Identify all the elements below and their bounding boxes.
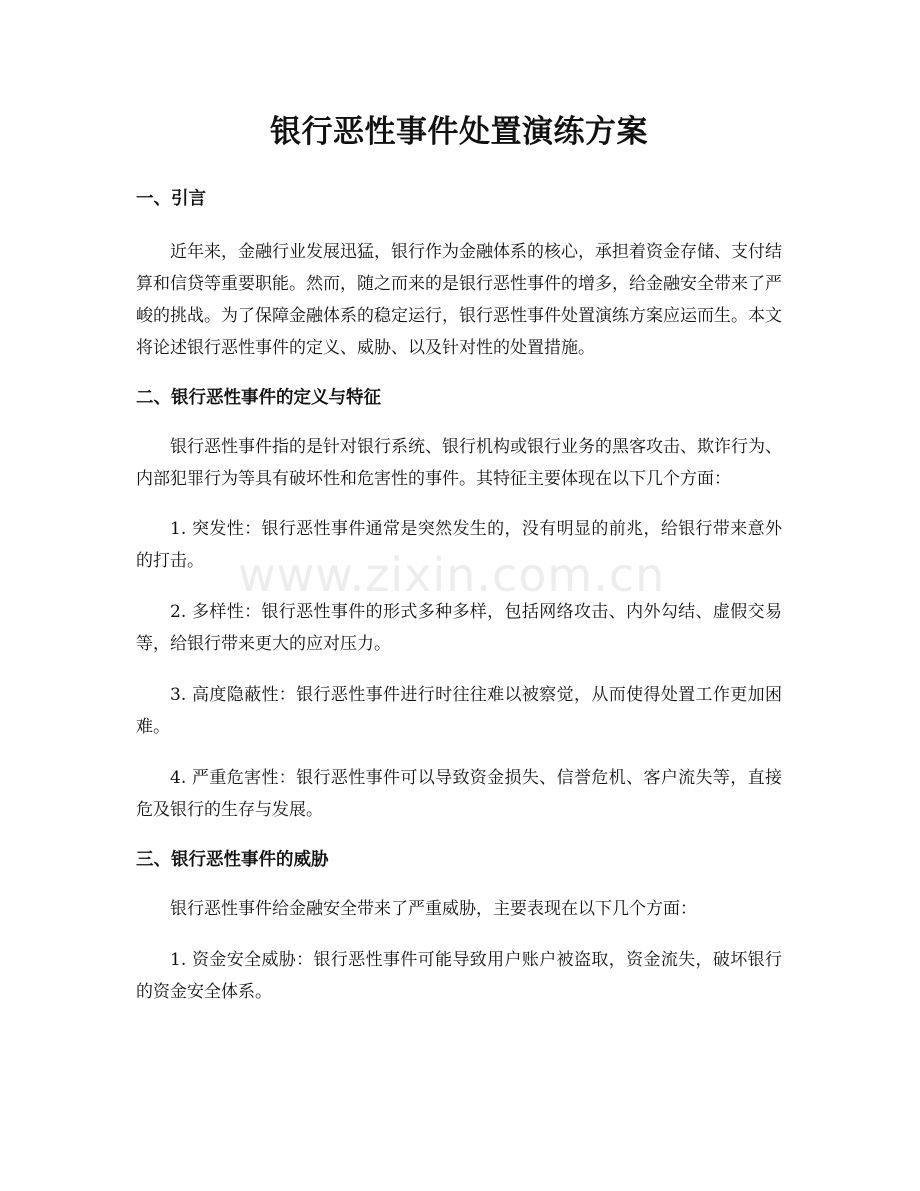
section-heading-threats: 三、银行恶性事件的威胁 [136, 850, 329, 870]
list-item-suddenness: 1. 突发性：银行恶性事件通常是突然发生的，没有明显的前兆，给银行带来意外的打击。 [136, 519, 782, 571]
paragraph-threats: 银行恶性事件给金融安全带来了严重威胁，主要表现在以下几个方面： [170, 899, 697, 919]
watermark-text: www.zixin.com.cn [238, 548, 666, 602]
section-heading-introduction: 一、引言 [136, 189, 206, 209]
list-item-concealment: 3. 高度隐蔽性：银行恶性事件进行时往往难以被察觉，从而使得处置工作更加困难。 [136, 685, 782, 737]
list-item-diversity: 2. 多样性：银行恶性事件的形式多种多样，包括网络攻击、内外勾结、虚假交易等，给银行带来更大的应对压力。 [136, 602, 782, 654]
paragraph-introduction: 近年来，金融行业发展迅猛，银行作为金融体系的核心，承担着资金存储、支付结算和信贷等重要职能。然而，随之而来的是银行恶性事件的增多，给金融安全带来了严峻的挑战。为了保障金融体系的稳定运行，银行恶性事件处置演练方案应运而生。本文将论述银行恶性事件的定义、威胁、以及针对性的处置措施。 [136, 242, 782, 358]
list-item-fund-security: 1. 资金安全威胁：银行恶性事件可能导致用户账户被盗取，资金流失，破坏银行的资金安全体系。 [136, 950, 782, 1002]
page-title: 银行恶性事件处置演练方案 [270, 114, 648, 150]
list-item-severity: 4. 严重危害性：银行恶性事件可以导致资金损失、信誉危机、客户流失等，直接危及银行的生存与发展。 [136, 768, 782, 820]
section-heading-definition: 二、银行恶性事件的定义与特征 [136, 388, 381, 408]
paragraph-definition: 银行恶性事件指的是针对银行系统、银行机构或银行业务的黑客攻击、欺诈行为、内部犯罪行为等具有破坏性和危害性的事件。其特征主要体现在以下几个方面： [136, 437, 782, 489]
